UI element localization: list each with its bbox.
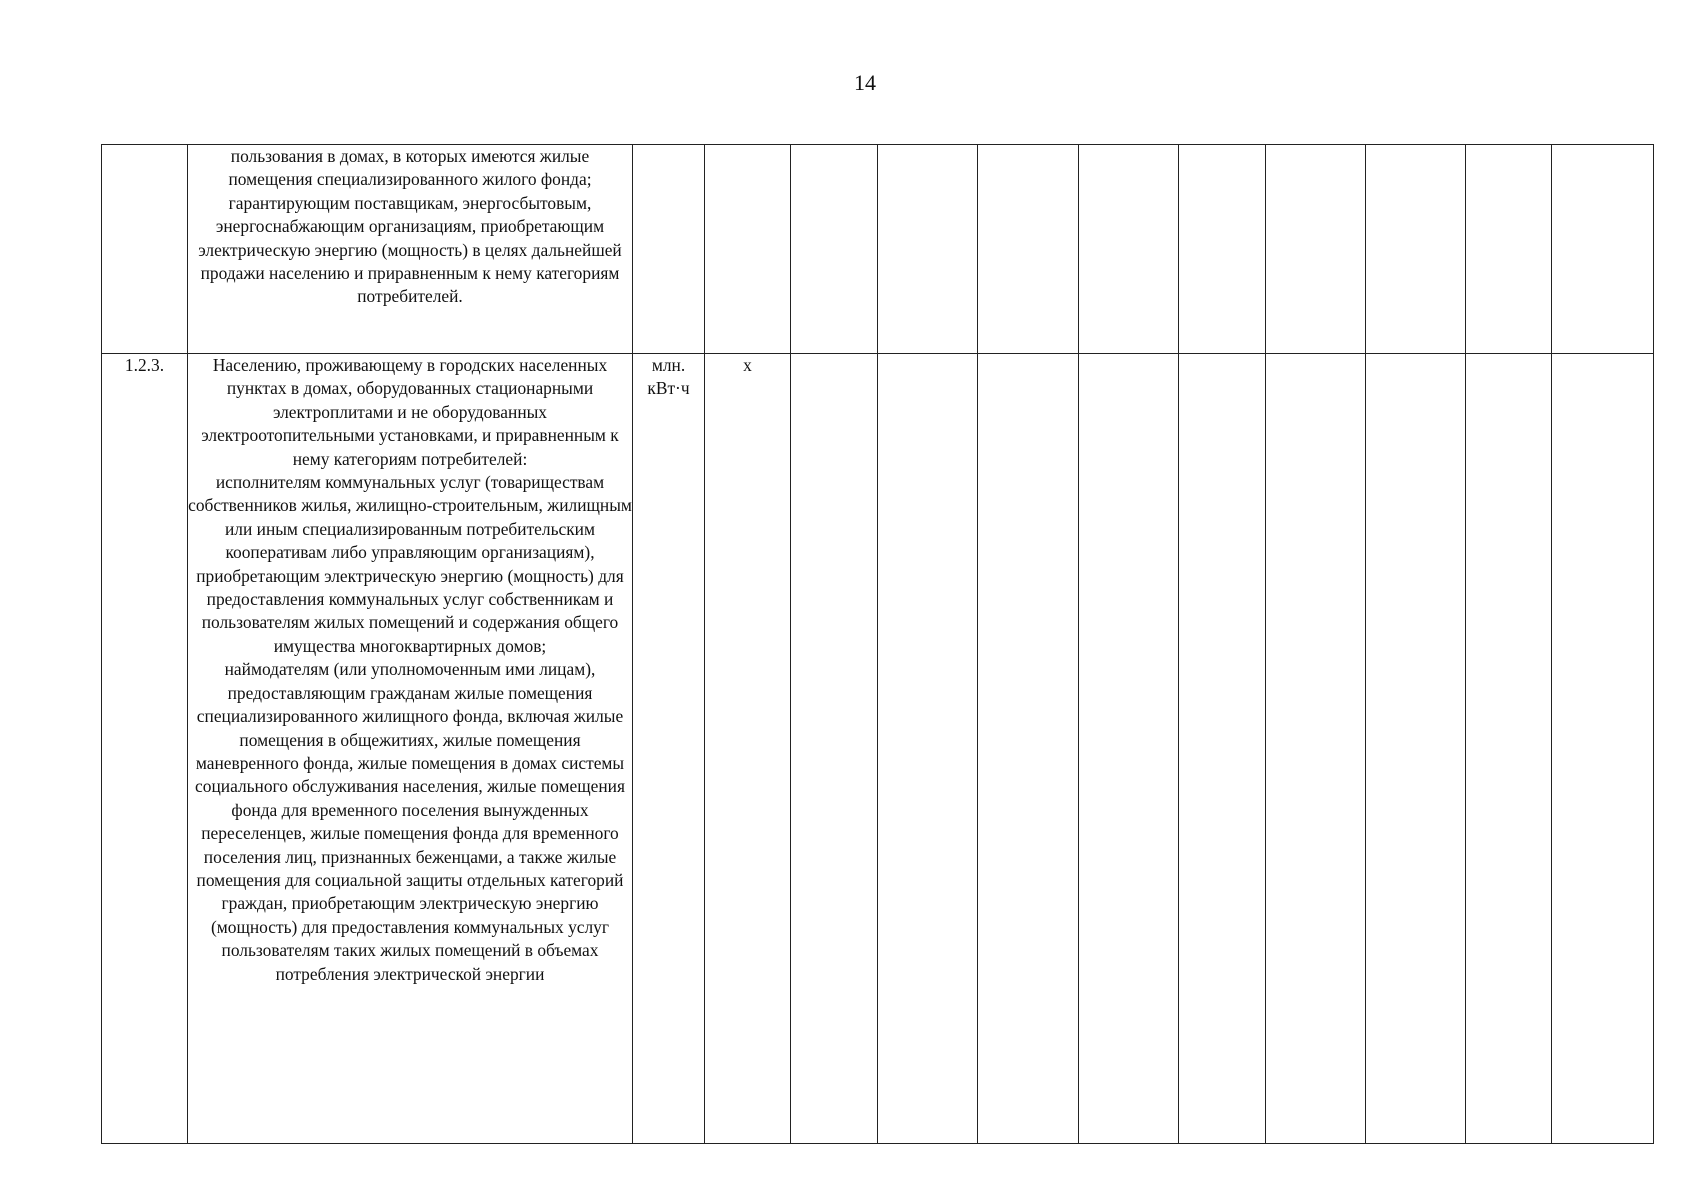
table-row <box>102 145 1654 354</box>
row-description-cell <box>188 145 633 354</box>
value-cell <box>1179 145 1266 354</box>
row-number-cell: 1.2.3. <box>102 354 188 1144</box>
value-cell <box>1366 354 1466 1144</box>
value-cell <box>878 145 978 354</box>
row-number-cell <box>102 145 188 354</box>
page-number: 14 <box>854 70 876 95</box>
value-cell <box>1079 354 1179 1144</box>
value-cell <box>1079 145 1179 354</box>
value-cell <box>1366 145 1466 354</box>
value-cell <box>1266 145 1366 354</box>
value-cell: х <box>705 354 791 1144</box>
data-table <box>101 144 1654 1144</box>
value-cell <box>1466 145 1552 354</box>
table-row <box>102 354 1654 1144</box>
description-paragraph: Населению, проживающему в городских населенных пунктах в домах, оборудованных стационарными электроплитами и не оборудованных электроотопительными установками, и приравненным к нему категориям потребителей: <box>201 355 619 469</box>
value-cell <box>1466 354 1552 1144</box>
unit-cell <box>633 145 705 354</box>
value-cell <box>1552 145 1654 354</box>
value-cell <box>878 354 978 1144</box>
description-paragraph: наймодателям (или уполномоченным ими лицам), предоставляющим гражданам жилые помещения специализированного жилищного фонда, включая жилые помещения в общежитиях, жилые помещения маневренного фонда, жилые помещения в домах системы социального обслуживания населения, жилые помещения фонда для временного поселения вынужденных переселенцев, жилые помещения фонда для временного поселения лиц, признанных беженцами, а также жилые помещения для социальной защиты отдельных категорий граждан, приобретающим электрическую энергию (мощность) для предоставления коммунальных услуг пользователям таких жилых помещений в объемах потребления электрической энергии <box>195 659 625 984</box>
description-paragraph: пользования в домах, в которых имеются жилые помещения специализированного жилого фонда; гарантирующим поставщикам, энергосбытовым, энергоснабжающим организациям, приобретающим электрическую энергию (мощность) в целях дальнейшей продажи населению и приравненным к нему категориям потребителей. <box>198 146 622 307</box>
value-cell <box>978 354 1079 1144</box>
unit-cell: млн. кВт·ч <box>633 354 705 1144</box>
description-paragraph: исполнителям коммунальных услуг (товариществам собственников жилья, жилищно-строительным, жилищным или иным специализированным потребительским кооперативам либо управляющим организациям), приобретающим электрическую энергию (мощность) для предоставления коммунальных услуг собственникам и пользователям жилых помещений и содержания общего имущества многоквартирных домов; <box>188 472 632 656</box>
value-cell <box>1552 354 1654 1144</box>
value-cell <box>1179 354 1266 1144</box>
value-cell <box>978 145 1079 354</box>
value-cell <box>791 354 878 1144</box>
value-cell <box>1266 354 1366 1144</box>
value-cell <box>791 145 878 354</box>
value-cell <box>705 145 791 354</box>
row-description-cell <box>188 354 633 1144</box>
